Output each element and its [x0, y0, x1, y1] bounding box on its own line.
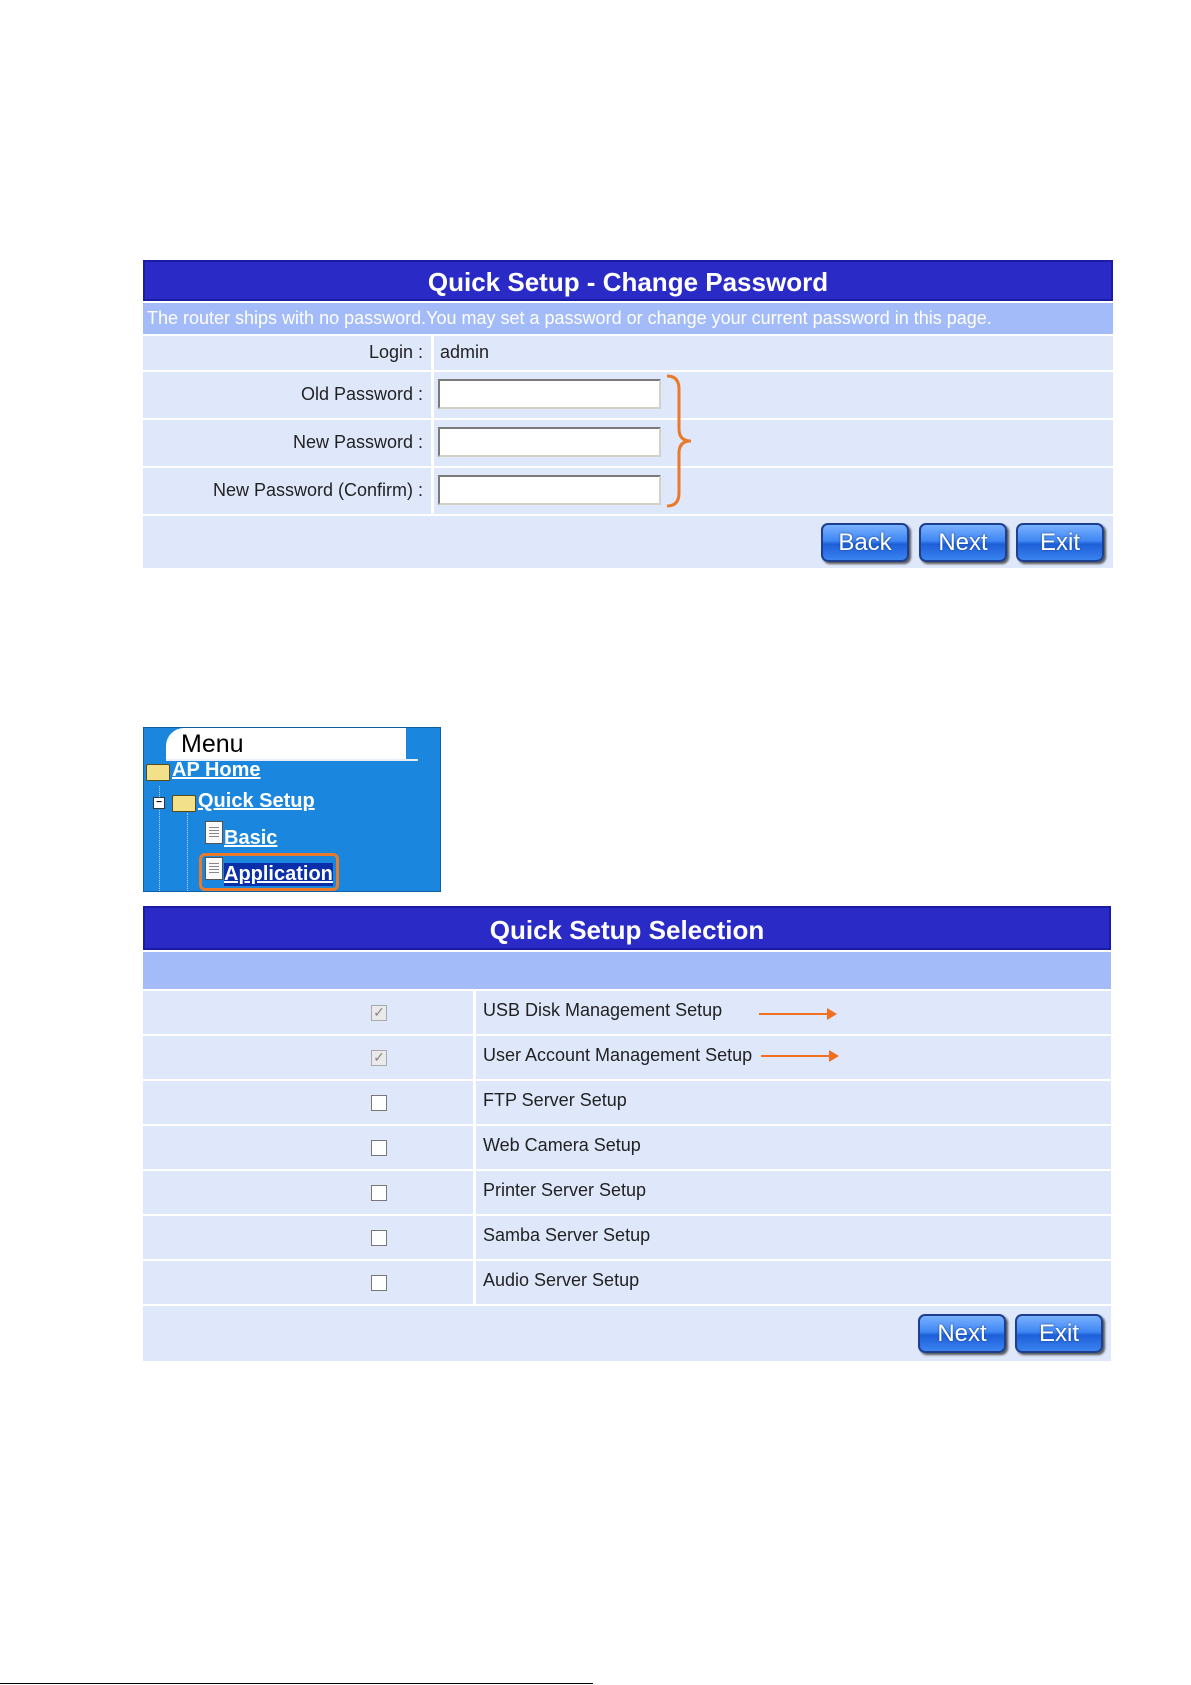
- new-password-label: New Password :: [292, 432, 423, 452]
- document-icon: [205, 821, 223, 844]
- menu-item-quick-setup[interactable]: Quick Setup: [198, 790, 315, 812]
- option-row: [143, 1214, 1111, 1259]
- login-label: Login :: [368, 342, 423, 362]
- checkbox-cell: [143, 1081, 476, 1124]
- change-password-info: The router ships with no password.You may set a password or change your current password in this page.: [143, 301, 1113, 334]
- option-row: [143, 1259, 1111, 1304]
- checkbox-cell: [143, 991, 476, 1034]
- folder-open-icon: [172, 795, 196, 812]
- arrow-right-icon: [759, 1013, 829, 1015]
- next-button[interactable]: Next: [919, 523, 1007, 562]
- application-highlight: [199, 853, 339, 891]
- option-row: [143, 989, 1111, 1034]
- change-password-button-row: [143, 514, 1113, 568]
- new-password-row: [143, 418, 1113, 466]
- tree-line: [187, 813, 188, 891]
- menu-header: [166, 728, 406, 760]
- selection-next-button[interactable]: Next: [918, 1314, 1006, 1353]
- change-password-title: Quick Setup - Change Password: [143, 260, 1113, 301]
- option-label: USB Disk Management Setup: [483, 1000, 723, 1020]
- checkbox-cell: [143, 1036, 476, 1079]
- login-label-cell: [143, 336, 434, 370]
- old-password-input[interactable]: [438, 379, 661, 409]
- printer-server-checkbox[interactable]: [371, 1185, 387, 1201]
- option-label: Web Camera Setup: [483, 1135, 641, 1155]
- exit-button[interactable]: Exit: [1016, 523, 1104, 562]
- option-label: Printer Server Setup: [483, 1180, 647, 1200]
- web-camera-checkbox[interactable]: [371, 1140, 387, 1156]
- checkbox-cell: [143, 1126, 476, 1169]
- new-password-input[interactable]: [438, 427, 661, 457]
- footer-rule: [0, 1683, 593, 1684]
- option-label: FTP Server Setup: [483, 1090, 627, 1110]
- menu-item-ap-home[interactable]: AP Home: [172, 759, 261, 781]
- menu-item-basic[interactable]: Basic: [224, 827, 278, 849]
- option-label: Audio Server Setup: [483, 1270, 640, 1290]
- option-row: [143, 1124, 1111, 1169]
- login-row: [143, 334, 1113, 370]
- login-value: admin: [440, 342, 490, 362]
- selection-title: Quick Setup Selection: [143, 906, 1111, 950]
- audio-server-checkbox[interactable]: [371, 1275, 387, 1291]
- folder-open-icon: [146, 764, 170, 781]
- change-password-panel: [143, 260, 1113, 570]
- arrow-right-icon: [761, 1055, 831, 1057]
- option-label: User Account Management Setup: [483, 1045, 753, 1065]
- collapse-icon[interactable]: −: [153, 797, 165, 809]
- checkbox-cell: [143, 1171, 476, 1214]
- old-password-label-cell: [143, 372, 434, 418]
- old-password-label: Old Password :: [300, 384, 423, 404]
- checkbox-cell: [143, 1261, 476, 1304]
- option-label: Samba Server Setup: [483, 1225, 651, 1245]
- brace-annotation: [663, 373, 703, 511]
- usb-disk-checkbox[interactable]: ✓: [371, 1005, 387, 1021]
- new-password-label-cell: [143, 420, 434, 466]
- selection-info-bar: [143, 950, 1111, 989]
- selection-exit-button[interactable]: Exit: [1015, 1314, 1103, 1353]
- confirm-password-row: [143, 466, 1113, 514]
- option-row: [143, 1169, 1111, 1214]
- samba-server-checkbox[interactable]: [371, 1230, 387, 1246]
- old-password-row: [143, 370, 1113, 418]
- option-row: [143, 1079, 1111, 1124]
- confirm-password-input[interactable]: [438, 475, 661, 505]
- user-account-checkbox[interactable]: ✓: [371, 1050, 387, 1066]
- checkbox-cell: [143, 1216, 476, 1259]
- back-button[interactable]: Back: [821, 523, 909, 562]
- menu-heading: Menu: [181, 730, 244, 758]
- navigation-menu: [143, 727, 441, 892]
- quick-setup-selection-panel: [143, 906, 1111, 1362]
- option-row: [143, 1034, 1111, 1079]
- confirm-password-label-cell: [143, 468, 434, 514]
- ftp-server-checkbox[interactable]: [371, 1095, 387, 1111]
- selection-button-row: [143, 1304, 1111, 1361]
- menu-item-application[interactable]: Application: [224, 863, 333, 885]
- confirm-password-label: New Password (Confirm) :: [212, 480, 423, 500]
